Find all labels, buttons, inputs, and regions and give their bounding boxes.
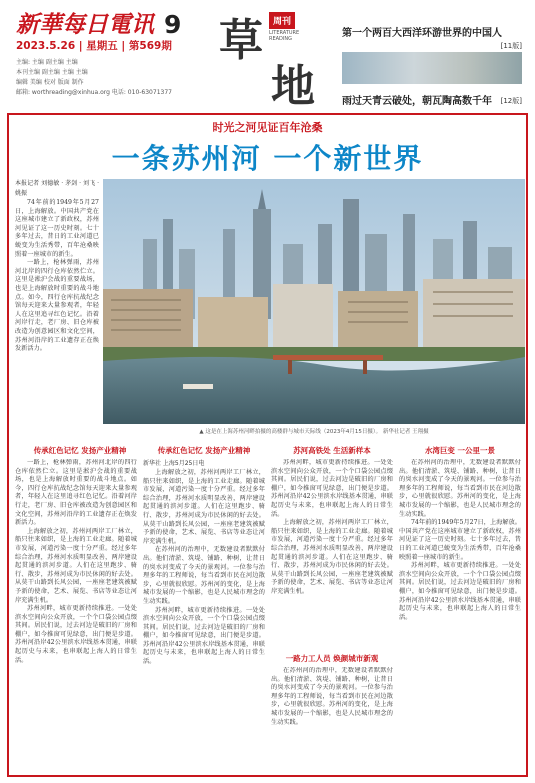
teaser-1[interactable] (342, 24, 522, 51)
subhead: 苏河高铁处 生活新样本 (293, 446, 371, 455)
text-column-b (15, 459, 137, 771)
teaser-image (342, 52, 522, 84)
section-mark (215, 4, 325, 112)
text-column-d2 (271, 667, 393, 771)
staff-line: 邮箱: worthreading@xinhua.org 电话: 010-63071377 (16, 89, 172, 96)
subhead: 水湾巨变 一公里一景 (424, 446, 496, 455)
text-column-e (399, 459, 521, 771)
paragraph: 苏州河畔，城市更新持续推进。一处处滨水空间向公众开放，一个个口袋公园点缀其间。居民们说，过去河边是破旧的厂房和棚户，如今推窗可见绿意，出门便是步道。苏州河沿岸42公里滨水岸线基本贯通，串联起历史与未来，也串联起上海人的日常生活。 (399, 562, 521, 621)
newspaper-logo: 新華每日電讯 (16, 12, 154, 38)
teaser-title: 雨过天青云破处，朝瓦陶高数千年 (342, 96, 492, 107)
article-headline: 一条苏州河 一个新世界 (111, 142, 424, 175)
subhead: 一路力工人员 焕颜城市新观 (285, 654, 379, 663)
text-column-a (15, 179, 99, 441)
paragraph: 在苏州河的治理中，无数建设者默默付出。他们清淤、筑堤、铺路、种树，让昔日的臭水河变成了今天的景观河。一位参与治理多年的工程师说，每当看到市民在河边散步，心里就很欣慰。苏州河的变化，是上海城市发展的一个缩影，也是人民城市理念的生动实践。 (399, 459, 521, 518)
paragraph: 74年前的1949年5月27日，上海解放。中国共产党在这座城市建立了新政权，苏州河见证了这一历史时刻。七十多年过去，昔日的工业河道已蜕变为生活秀带，百年沧桑映照着一座城市的新生。 (399, 519, 521, 561)
paragraph: 上海解放之初，苏州河两岸工厂林立，船只往来如织，是上海的工业走廊。随着城市发展，河道污染一度十分严重。经过多年综合治理，苏州河水质明显改善，两岸建设起贯通的滨河步道。人们在这里跑步、骑行、散步，苏州河成为市民休闲的好去处。从莫干山路到长风公园，一座座老建筑被赋予新的使命，艺术、展览、书店等业态让河岸充满生机。 (143, 469, 265, 545)
section-char-2: 地 (271, 61, 315, 112)
paragraph: 在苏州河的治理中，无数建设者默默付出。他们清淤、筑堤、铺路、种树，让昔日的臭水河变成了今天的景观河。一位参与治理多年的工程师说，每当看到市民在河边散步，心里就很欣慰。苏州河的变化，是上海城市发展的一个缩影，也是人民城市理念的生动实践。 (143, 546, 265, 605)
brand (16, 6, 206, 39)
staff-box (16, 58, 206, 98)
masthead (0, 0, 535, 112)
article-frame (7, 113, 528, 777)
teaser-page-ref: [11版] (500, 42, 522, 50)
section-tag: 周刊 (269, 12, 295, 29)
staff-line: 本刊主编 副主编 主编 主编 (16, 69, 88, 76)
article-kicker: 时光之河见证百年沧桑 (212, 121, 323, 134)
skyline-illustration (103, 179, 525, 424)
paragraph: 74年前的1949年5月27日，上海解放。中国共产党在这座城市建立了新政权，苏州河见证了这一历史时刻。七十多年过去，昔日的工业河道已蜕变为生活秀带，百年沧桑映照着一座城市的新生。 (15, 199, 99, 258)
skyline-photo (103, 179, 525, 424)
paragraph: 上海解放之初，苏州河两岸工厂林立，船只往来如织，是上海的工业走廊。随着城市发展，河道污染一度十分严重。经过多年综合治理，苏州河水质明显改善，两岸建设起贯通的滨河步道。人们在这里跑步、骑行、散步，苏州河成为市民休闲的好去处。从莫干山路到长风公园，一座座老建筑被赋予新的使命，艺术、展览、书店等业态让河岸充满生机。 (271, 519, 393, 595)
paragraph: 苏州河畔，城市更新持续推进。一处处滨水空间向公众开放，一个个口袋公园点缀其间。居民们说，过去河边是破旧的厂房和棚户，如今推窗可见绿意，出门便是步道。苏州河沿岸42公里滨水岸线基本贯通，串联起历史与未来，也串联起上海人的日常生活。 (15, 605, 137, 664)
teaser-page-ref: [12版] (500, 97, 522, 105)
photo-caption: ▲ 这是在上海苏州河畔拍摄的高楼群与城市天际线（2023年4月15日摄）。 新华社记者 王翔摄 (199, 429, 429, 435)
subhead: 传承红色记忆 发扬产业精神 (157, 446, 251, 455)
teaser-2-ref (342, 94, 522, 106)
paragraph: 一路上，枪林弹雨，苏州河北岸的四行仓库依然伫立。这里是淞沪会战的重要战场，也是上海解放时重要的战斗地点。如今，四行仓库抗战纪念馆每天迎来大量参观者，年轻人在这里追寻红色记忆。沿着河岸行走，老厂房、旧仓库被改造为创意园区和文化空间，苏州河沿岸的工业遗存正在焕发新活力。 (15, 459, 137, 527)
text-column-d (271, 459, 393, 649)
text-column-c (143, 459, 265, 771)
paragraph: 一路上，枪林弹雨，苏州河北岸的四行仓库依然伫立。这里是淞沪会战的重要战场，也是上海解放时重要的战斗地点。如今，四行仓库抗战纪念馆每天迎来大量参观者，年轻人在这里追寻红色记忆。沿着河岸行走，老厂房、旧仓库被改造为创意园区和文化空间，苏州河沿岸的工业遗存正在焕发新活力。 (15, 259, 99, 353)
paragraph: 上海解放之初，苏州河两岸工厂林立，船只往来如织，是上海的工业走廊。随着城市发展，河道污染一度十分严重。经过多年综合治理，苏州河水质明显改善，两岸建设起贯通的滨河步道。人们在这里跑步、骑行、散步，苏州河成为市民休闲的好去处。从莫干山路到长风公园，一座座老建筑被赋予新的使命，艺术、展览、书店等业态让河岸充满生机。 (15, 527, 137, 604)
section-char-1: 草 (219, 15, 263, 66)
byline: 本报记者 刘德敏 · 茅剑 · 刘飞 · 姚振 (15, 180, 99, 197)
paragraph: 在苏州河的治理中，无数建设者默默付出。他们清淤、筑堤、铺路、种树，让昔日的臭水河变成了今天的景观河。一位参与治理多年的工程师说，每当看到市民在河边散步，心里就很欣慰。苏州河的变化，是上海城市发展的一个缩影，也是人民城市理念的生动实践。 (271, 667, 393, 726)
paragraph: 苏州河畔，城市更新持续推进。一处处滨水空间向公众开放，一个个口袋公园点缀其间。居民们说，过去河边是破旧的厂房和棚户，如今推窗可见绿意，出门便是步道。苏州河沿岸42公里滨水岸线基本贯通，串联起历史与未来，也串联起上海人的日常生活。 (271, 459, 393, 518)
staff-line: 主编: 主编 副主编 主编 (16, 59, 78, 66)
teaser-title: 第一个两百大西洋环游世界的中国人 (342, 28, 502, 39)
subhead: 传承红色记忆 发扬产业精神 (33, 446, 127, 455)
byline: 新华社 上海5月25日电 (143, 460, 205, 467)
issue-line: 2023.5.26 | 星期五 | 第569期 (16, 40, 172, 52)
paragraph: 苏州河畔，城市更新持续推进。一处处滨水空间向公众开放，一个个口袋公园点缀其间。居民们说，过去河边是破旧的厂房和棚户，如今推窗可见绿意，出门便是步道。苏州河沿岸42公里滨水岸线基本贯通，串联起历史与未来，也串联起上海人的日常生活。 (143, 606, 265, 666)
staff-line: 编辑 美编 校对 版面 制作 (16, 79, 84, 86)
page-number: 9 (164, 10, 182, 39)
section-english: LITERATURE READING (269, 30, 300, 42)
